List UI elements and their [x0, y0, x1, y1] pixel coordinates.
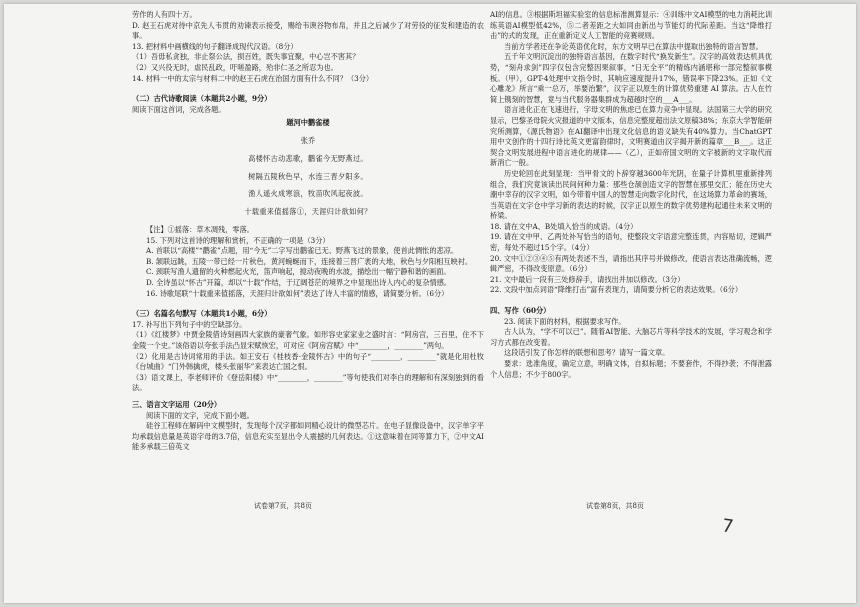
question-15-option-d: D. 全诗虽以“怀古”开篇，却以“十载”作结，于辽阔苍茫的境界之中显现出诗人内心的复杂情感。 — [146, 278, 452, 287]
poem-line: 高楼怀古动悲歌，鹳雀今无野燕过。 — [248, 153, 368, 163]
question-20: 20. 文中①②③④⑤有两处表述不当，请指出其序号并做修改，使语言表达准确流畅，逻辑严密，不得改变原意。（6分） — [490, 253, 772, 274]
question-13-item-2: （2）又兴役无时，虐民乱政，吁嗟盈路，殆非仁圣之所忍为也。 — [132, 62, 338, 72]
question-17: 17. 补写出下列句子中的空缺部分。 — [132, 319, 247, 329]
page-footer-right: 试卷第8页，共8页 — [586, 502, 644, 510]
poem-line: 十载重来值摇落①，天涯归计欲如何？ — [244, 207, 372, 217]
question-17-item-1: （1）《红楼梦》中贾金陵借诗刻画四大家族的豪奢气象。如形容史家家业之盛时言：“阿房宫，三百里，住不下金陵一个史。”该俗语以夸张手法凸显宋赋恢宏，可对应《阿房宫赋》中“________，________”两句。 — [132, 330, 484, 350]
page-footer-left: 试卷第7页，共8页 — [254, 502, 312, 510]
question-17-item-3: （3）语文课上，李老师评价《登岳阳楼》中“________，________”等句使我们对李白的理解和有深刻独到的看法。 — [132, 372, 484, 393]
question-15: 15. 下列对这首诗的理解和赏析，不正确的一项是（3分） — [146, 235, 330, 245]
writing-requirements: 要求：选准角度，确定立意，明确文体，自拟标题；不要套作，不得抄袭；不得泄露个人信息；不少于800字。 — [490, 359, 772, 379]
passage-paragraph: 历史轮回在此刻显现：当甲骨文的卜辞穿越3600年光阴，在量子计算机里重新排列组合，我们究竟该读出民间何种力量：那些仓颉创造文字的智慧在那里交汇；能在历史大潮中幸存的汉字文明，如今带着中国人的智慧走向数字化时代，在这场算力革命的赛场，当英语在文字仓中学习新的表达的时候，汉字正以原生的数字优势建构起通往未来文明的桥梁。 — [490, 168, 772, 221]
question-13-item-1: （1）吾毋私贪独，非止祭公法，损百姓，既失事宜聚，中心岂不害其？ — [132, 52, 360, 62]
language-intro: 阅读下面的文字，完成下面小题。 — [146, 410, 254, 420]
left-page-column — [132, 10, 484, 453]
poem-line: 渔人遥火成寒浪，牧苗吹风起夜波。 — [248, 189, 368, 199]
writing-task: 这段话引发了你怎样的联想和思考？请写一篇文章。 — [504, 348, 670, 358]
right-page-column — [490, 10, 772, 380]
question-15-option-c: C. 颈联写渔人遗留的火种燃起火光，笛声响起，搅动夜晚的水波，描绘出一幅宁静和谐的画面。 — [146, 267, 451, 277]
question-16: 16. 诗歌尾联“十载重来值摇落，天涯归计欲如何”表达了诗人丰富的情感，请简要分析。（6分） — [146, 288, 449, 298]
writing-prompt: 古人认为，“学不可以已”。随着AI智能、大脑芯片等科学技术的发展，学习观念和学习方式都在改变着。 — [490, 327, 772, 347]
passage-paragraph: 当前方学者还在争论英语优化时，东方文明早已在算法中提取出独特的语言智慧。 — [504, 41, 763, 51]
passage-paragraph: 五千年文明沉淀出的独特语言基因，在数字时代“换发新生”。汉字的高效表达机具优势，“刻舟求剑”四字仅包含完整因果叙事，“日无全平”的精炼内涵堪称一部完整叙事模板。（甲），GPT-4处理中文指令时，其响应速度提升17%，错误率下降23%。正如《文心雕龙》所言“乘一总万，举要治繁”，汉字正以原生的计算优势重建 AI 算法。古人在竹简上镌刻的智慧，竟与当代服务器集群成为超越时空的___A___。 — [490, 52, 772, 104]
poem-note: 【注】①摇落：草木凋残，零落。 — [146, 225, 254, 235]
option-d: D. 赵王石虎对待中京先人韦贯的劝谏表示接受，赐给韦谀谷物布帛，并且之后减少了对劳役的征发和建造的农事。 — [132, 20, 484, 41]
poem-author: 张乔 — [300, 136, 316, 146]
question-13: 13. 把材料中画横线的句子翻译成现代汉语。（8分） — [132, 41, 298, 51]
poem-title: 题河中鹳雀楼 — [286, 118, 330, 128]
question-15-option-b: B. 颔联远眺，五陵一带已经一片秋色，黄河蜿蜒而下，连接着三晋广袤的大地，秋色与夕阳相互映衬。 — [146, 256, 473, 266]
text-line: 劳作的人有四十万。 — [132, 10, 197, 19]
question-18: 18. 请在文中A、B处填入恰当的成语。（4分） — [490, 221, 638, 231]
question-23: 23. 阅读下面的材料，根据要求写作。 — [504, 316, 626, 326]
handwritten-mark: 7 — [720, 515, 735, 538]
exam-sheet — [4, 4, 856, 603]
poem-section-heading: （二）古代诗歌阅读（本题共2小题，9分） — [132, 94, 272, 104]
writing-section-heading: 四、写作（60分） — [490, 306, 551, 316]
question-21: 21. 文中最后一段有三处修辞手，请找出并加以修改。（3分） — [490, 274, 685, 284]
question-15-option-a: A. 首联以“高楼”“鹳雀”点题，用“今无”二字写出鹳雀已无、野燕飞过的景象，使首此惆怅的悲凉。 — [146, 246, 459, 256]
question-17-item-2: （2）化用是古诗词常用的手法。如王安石《桂枝香·金陵怀古》中的句子“________，________”就是化用杜牧《台城曲》“门外韩擒虎，楼头张丽华”来表达亡国之恨。 — [132, 351, 484, 372]
poem-line: 树隔五陵秋色早，水连三晋夕阳多。 — [248, 171, 368, 181]
question-19: 19. 请在文中甲、乙两处补写恰当的语句，使整段文字语意完整连贯，内容贴切，逻辑严密，每处不超过15个字。（4分） — [490, 232, 772, 253]
poem-intro: 阅读下面这首词，完成各题。 — [132, 104, 226, 114]
question-22: 22. 文段中加点词语“降维打击”富有表现力，请简要分析它的表达效果。（6分） — [490, 285, 743, 295]
passage-paragraph: AI的信息。③根据斯坦福实验室的信息标准测算显示：④训练中文AI模型的电力消耗比训练英语AI模型低42%，⑤二者差距之大如同由新出与节能灯的代际差距。当这“降维打击”的式的发现，正在重新定义人工智能的竞赛规则。 — [490, 10, 773, 41]
passage-paragraph: 语言进化正在飞速进行，字母文明的焦虑已在算力竞争中显现。法国第三大学的研究显示，巴黎圣母院火灾报道的中文版本，信息完整度超出法文原稿38%；东京大学智能研究所测算，《源氏物语》在AI翻译中出现文化信息的语义缺失有40%算力。当ChatGPT用中文创作的十四行诗比英文更富韵律时，文明赛道由汉字揭开新的篇章___B___。这正契合文明发展进程中语言进化的规律——（乙），正如帝国文明的文字被新的文字取代而新消亡一般。 — [490, 105, 772, 168]
section-3-heading: （三）名篇名句默写（本题共1小题，6分） — [132, 309, 272, 319]
language-section-heading: 三、语言文字运用（20分） — [132, 399, 222, 409]
question-14: 14. 材料一中的太宗与材料二中的赵王石虎在治国方面有什么不同？（3分） — [132, 73, 374, 83]
language-passage: 硅谷工程师在解码中文模型时，发现每个汉字都如同精心设计的微型芯片。在电子显像设备中，汉字单字平均承载信息量是英语字母的3.7倍，信息充实至显出令人震撼的几何表达。①这意味着在同等算力下，②中文AI能多承载三倍英文 — [132, 421, 484, 452]
